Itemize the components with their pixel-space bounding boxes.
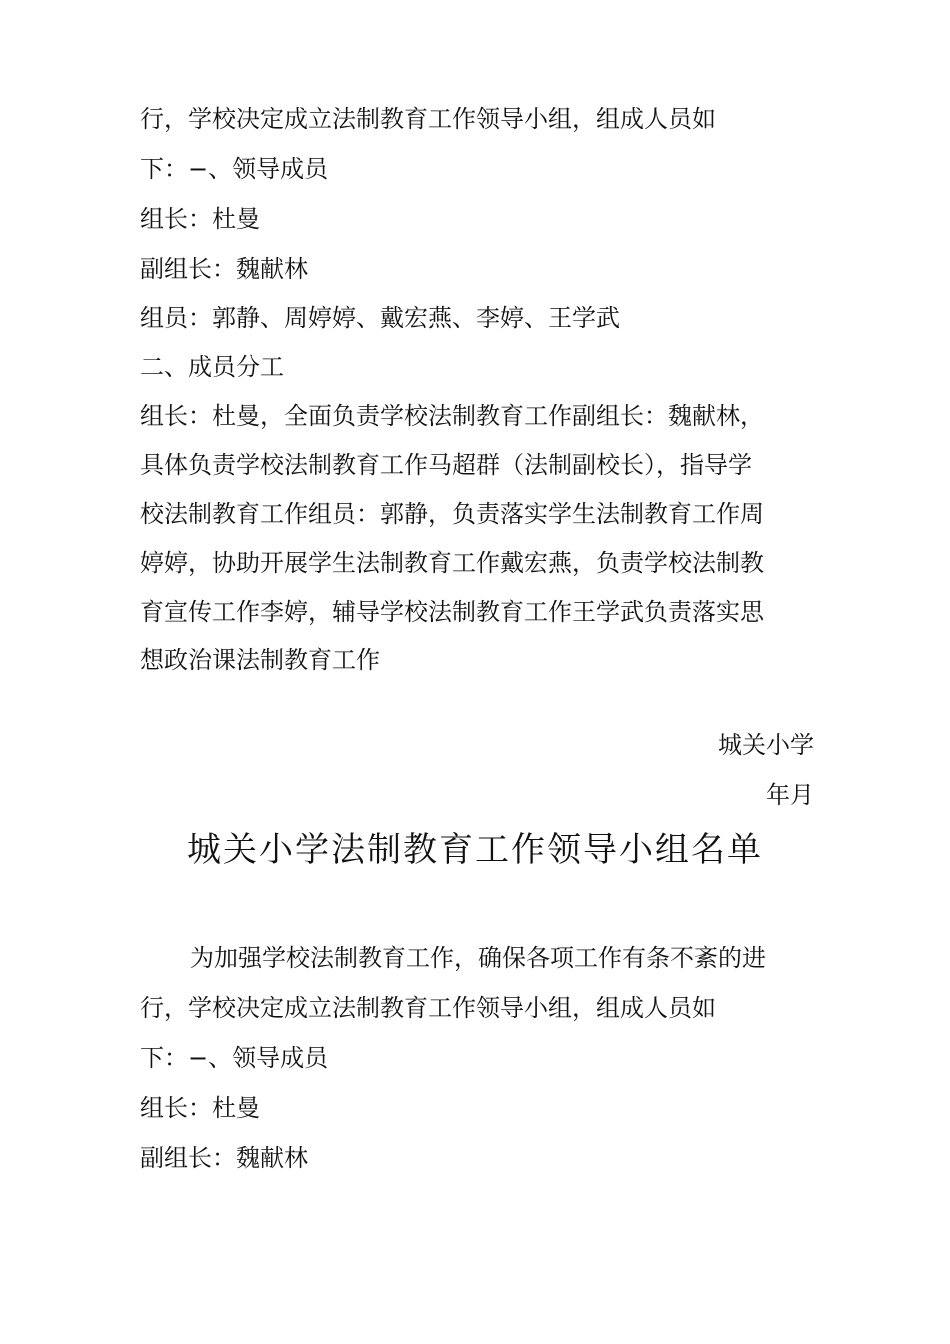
body-line: 为加强学校法制教育工作，确保各项工作有条不紊的进 (190, 944, 766, 972)
signature-date: 年月 (766, 781, 814, 809)
body-line: 组长：杜曼，全面负责学校法制教育工作副组长：魏献林， (140, 402, 764, 430)
body-line: 副组长：魏献林 (140, 255, 308, 283)
document-title: 城关小学法制教育工作领导小组名单 (187, 830, 763, 870)
body-line: 行，学校决定成立法制教育工作领导小组，组成人员如 (140, 994, 716, 1022)
body-line: 下：−、领导成员 (140, 155, 329, 183)
body-line: 组长：杜曼 (140, 205, 260, 233)
signature-school: 城关小学 (718, 731, 814, 759)
body-line: 下：−、领导成员 (140, 1044, 329, 1072)
body-line: 具体负责学校法制教育工作马超群（法制副校长），指导学 (140, 451, 752, 479)
body-line: 想政治课法制教育工作 (140, 646, 380, 674)
section-heading: 二、成员分工 (140, 353, 284, 381)
body-line: 育宣传工作李婷，辅导学校法制教育工作王学武负责落实思 (140, 598, 764, 626)
body-line: 行，学校决定成立法制教育工作领导小组，组成人员如 (140, 105, 716, 133)
body-line: 副组长：魏献林 (140, 1144, 308, 1172)
body-line: 组长：杜曼 (140, 1094, 260, 1122)
body-line: 组员：郭静、周婷婷、戴宏燕、李婷、王学武 (140, 304, 620, 332)
body-line: 婷婷，协助开展学生法制教育工作戴宏燕，负责学校法制教 (140, 549, 764, 577)
body-line: 校法制教育工作组员：郭静，负责落实学生法制教育工作周 (140, 500, 764, 528)
